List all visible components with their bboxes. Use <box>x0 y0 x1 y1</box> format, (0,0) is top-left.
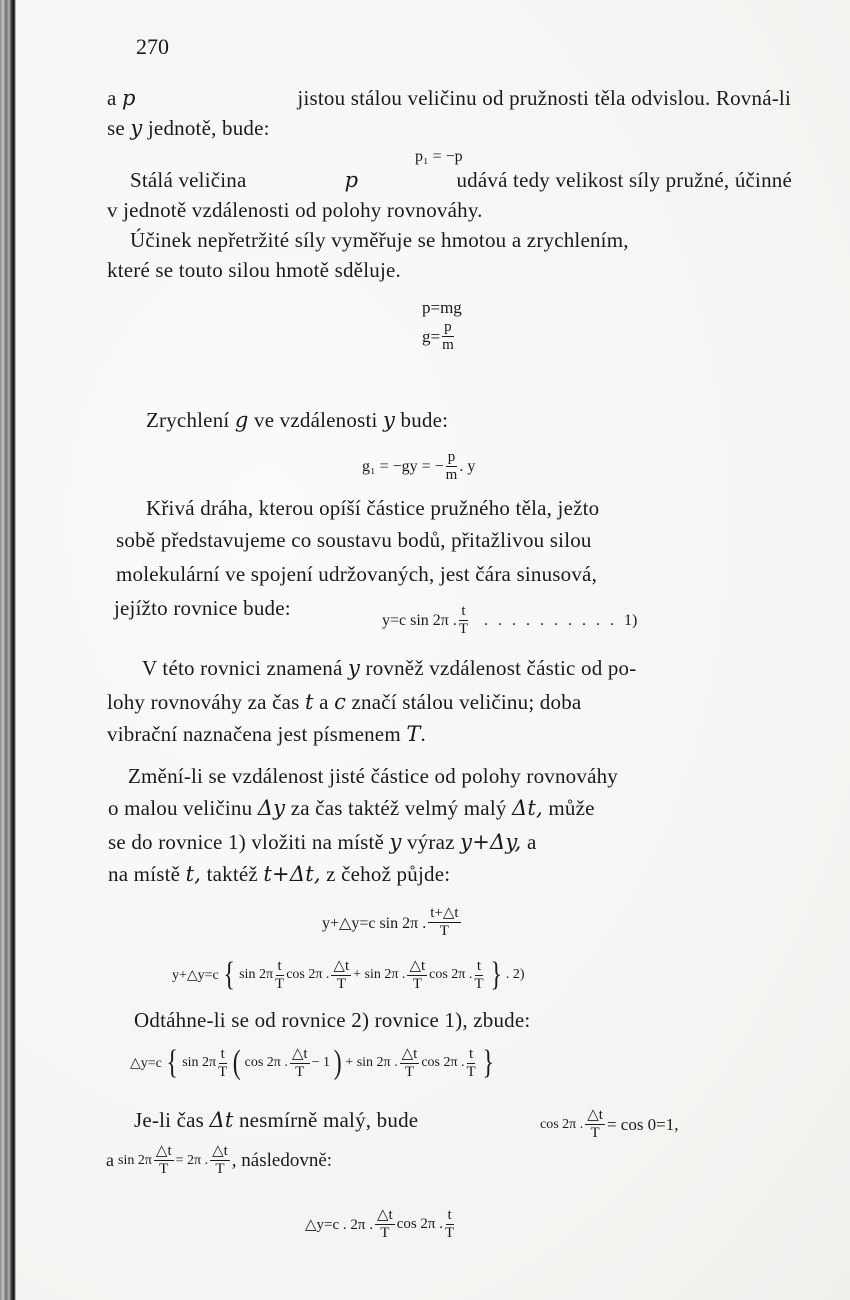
book-page <box>16 0 850 1300</box>
equation-1: y=c sin 2π . $\frac{t}{T}$ .......... 1) <box>382 603 638 637</box>
text-line: a p jistou stálou veličinu od pružnosti těla odvislou. Rovná-li <box>107 86 791 110</box>
text-line: lohy rovnováhy za čas t a c značí stálou veličinu; doba <box>107 690 582 714</box>
text-line: Změní-li se vzdálenost jisté částice od polohy rovnováhy <box>128 764 618 788</box>
equation-3: △y=c { sin 2π $\frac{t}{T}$ ( cos 2π . $\frac{\triangle t}{T}$ − 1 ) + sin 2π . $\frac{\triangle t}{T}$ cos 2π . $\frac{t}{T}$ } <box>130 1044 494 1081</box>
equation-g-p-m: g= $\frac{p}{m}$ <box>422 319 454 353</box>
equation-p1: p₁ = −p <box>415 148 463 165</box>
page-number: 270 <box>136 34 169 59</box>
text-line: Je-li čas Δt nesmírně malý, bude <box>134 1108 419 1132</box>
equation-2: y+△y=c { sin 2π $\frac{t}{T}$ cos 2π . $\frac{\triangle t}{T}$ + sin 2π . $\frac{\triangle t}{T}$ cos 2π . $\frac{t}{T}$ } . 2) <box>172 956 525 993</box>
text-line: molekulární ve spojení udržovaných, jest čára sinusová, <box>116 562 598 586</box>
text-line: sobě představujeme co soustavu bodů, přitažlivou silou <box>116 528 592 552</box>
text-line: v jednotě vzdálenosti od polohy rovnováhy. <box>107 198 483 222</box>
text-line: Odtáhne-li se od rovnice 2) rovnice 1), zbude: <box>134 1008 531 1032</box>
equation-p-mg: p=mg <box>422 298 462 317</box>
text-line: Zrychlení g ve vzdálenosti y bude: <box>146 408 449 432</box>
text-line: vibrační naznačena jest písmenem T. <box>107 722 426 746</box>
equation-final: △y=c . 2π . $\frac{\triangle t}{T}$ cos 2π . $\frac{t}{T}$ <box>305 1207 455 1241</box>
text-line: jejížto rovnice bude: <box>114 596 291 620</box>
text-line: Účinek nepřetržité síly vyměřuje se hmotou a zrychlením, <box>130 228 629 252</box>
text-line: na místě t, taktéž t+Δt, z čehož půjde: <box>108 862 451 886</box>
text-line: které se touto silou hmotě sděluje. <box>107 258 401 282</box>
equation-cos: cos 2π . $\frac{\triangle t}{T}$ = cos 0=1, <box>540 1107 679 1141</box>
equation-step: y+△y=c sin 2π . $\frac{t+\triangle t}{T}$ <box>322 905 459 939</box>
book-spine <box>0 0 16 1300</box>
text-line: se y jednotě, bude: <box>107 116 270 140</box>
text-line: Křivá dráha, kterou opíší částice pružného těla, ježto <box>146 496 600 520</box>
text-line: Stálá veličina p udává tedy velikost síly pružné, účinné <box>130 168 792 192</box>
text-line: se do rovnice 1) vložiti na místě y výraz y+Δy, a <box>108 830 537 854</box>
equation-sin-approx: a sin 2π $\frac{\triangle t}{T}$ = 2π . $\frac{\triangle t}{T}$ , následovně: <box>106 1143 333 1177</box>
equation-g1: g₁ = −gy = − $\frac{p}{m}$ . y <box>362 449 476 483</box>
text-line: o malou veličinu Δy za čas taktéž velmý malý Δt, může <box>108 796 595 820</box>
text-line: V této rovnici znamená y rovněž vzdálenost částic od po- <box>142 656 637 680</box>
